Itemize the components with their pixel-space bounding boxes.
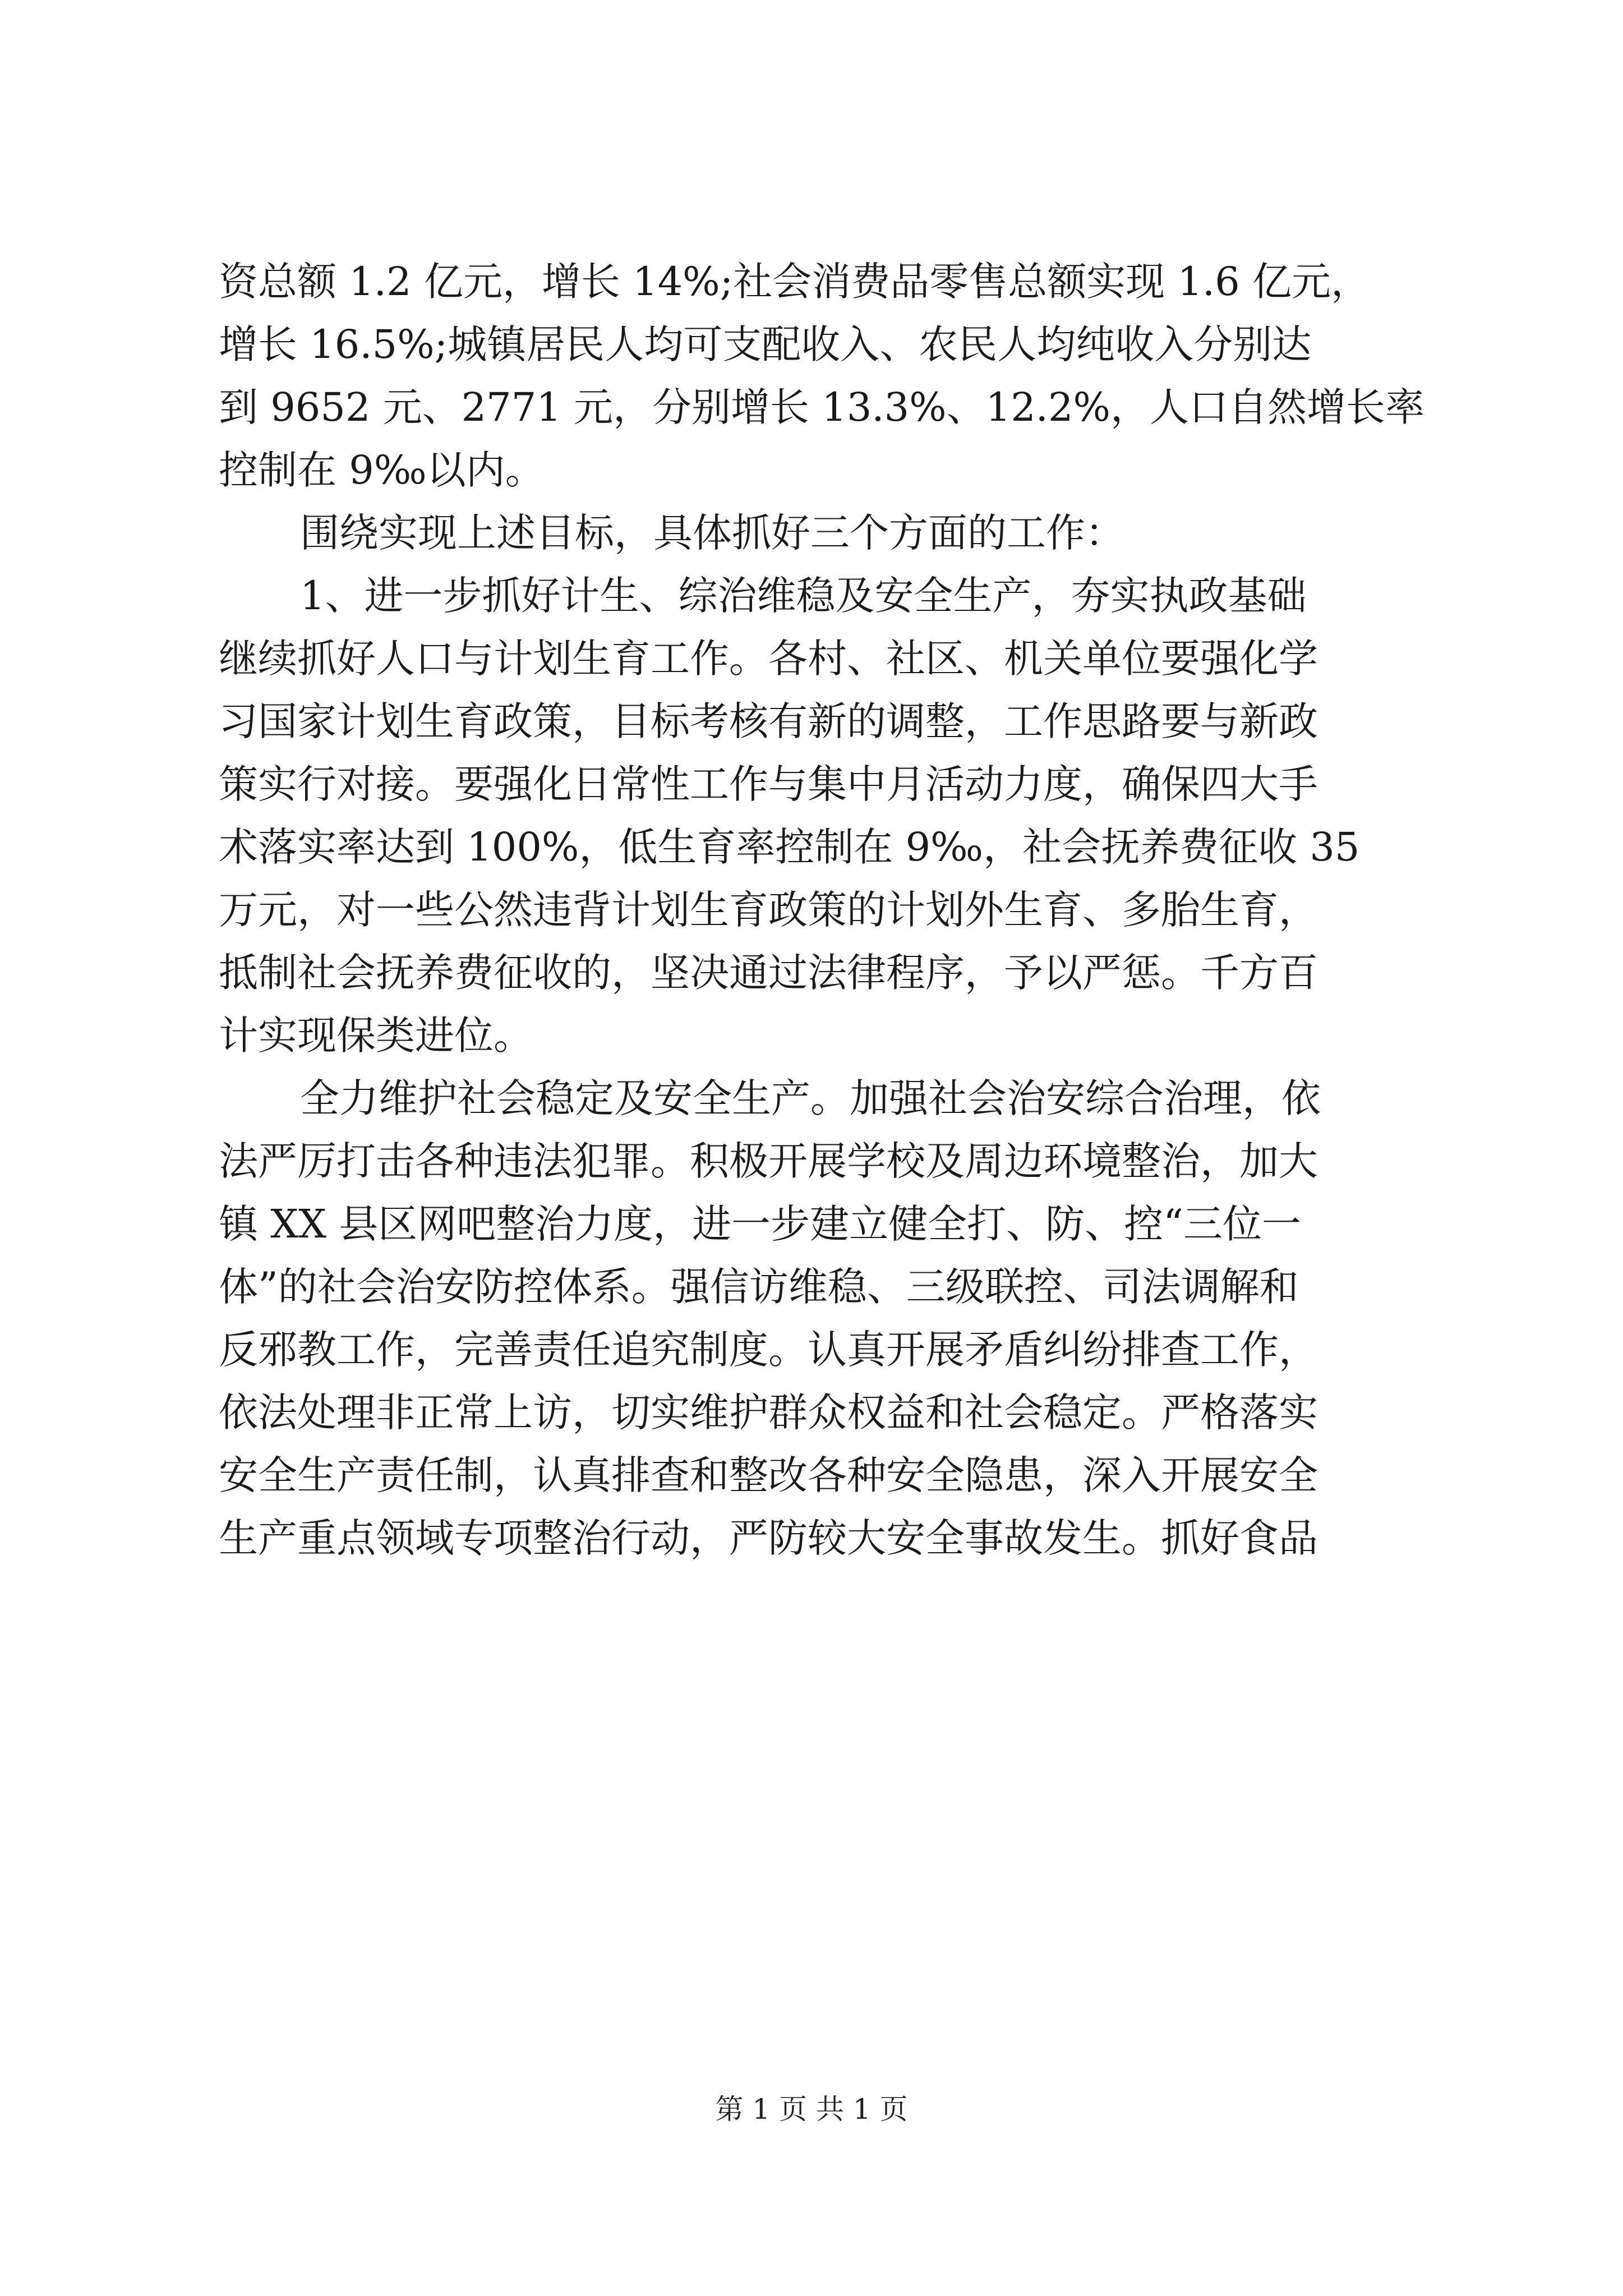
text-line: 术落实率达到 100%，低生育率控制在 9‰，社会抚养费征收 35 bbox=[219, 824, 1360, 870]
paragraph-first-line: 围绕实现上述目标，具体抓好三个方面的工作： bbox=[300, 510, 1124, 556]
text-line: 体”的社会治安防控体系。强信访维稳、三级联控、司法调解和 bbox=[219, 1264, 1299, 1310]
text-line: 资总额 1.2 亿元，增长 14%;社会消费品零售总额实现 1.6 亿元， bbox=[219, 259, 1371, 305]
text-line: 增长 16.5%;城镇居民人均可支配收入、农民人均纯收入分别达 bbox=[219, 321, 1312, 367]
text-line: 法严厉打击各种违法犯罪。积极开展学校及周边环境整治，加大 bbox=[219, 1138, 1318, 1184]
text-line: 万元，对一些公然违背计划生育政策的计划外生育、多胎生育， bbox=[219, 887, 1318, 933]
paragraph-first-line: 全力维护社会稳定及安全生产。加强社会治安综合治理，依 bbox=[300, 1075, 1321, 1121]
text-line: 反邪教工作，完善责任追究制度。认真开展矛盾纠纷排查工作， bbox=[219, 1327, 1318, 1373]
text-line: 控制在 9‰以内。 bbox=[219, 447, 545, 493]
text-line: 习国家计划生育政策，目标考核有新的调整，工作思路要与新政 bbox=[219, 698, 1318, 744]
text-line: 安全生产责任制，认真排查和整改各种安全隐患，深入开展安全 bbox=[219, 1452, 1318, 1498]
text-line: 策实行对接。要强化日常性工作与集中月活动力度，确保四大手 bbox=[219, 761, 1318, 807]
text-line: 继续抓好人口与计划生育工作。各村、社区、机关单位要强化学 bbox=[219, 636, 1318, 682]
text-line: 计实现保类进位。 bbox=[219, 1013, 533, 1059]
page-footer: 第 1 页 共 1 页 bbox=[715, 2093, 908, 2125]
text-line: 镇 XX 县区网吧整治力度，进一步建立健全打、防、控“三位一 bbox=[219, 1201, 1301, 1247]
paragraph-first-line: 1、进一步抓好计生、综治维稳及安全生产，夯实执政基础 bbox=[300, 573, 1307, 619]
text-line: 抵制社会抚养费征收的，坚决通过法律程序，予以严惩。千方百 bbox=[219, 950, 1318, 996]
text-line: 到 9652 元、2771 元，分别增长 13.3%、12.2%，人口自然增长率 bbox=[219, 384, 1425, 430]
text-line: 依法处理非正常上访，切实维护群众权益和社会稳定。严格落实 bbox=[219, 1389, 1318, 1435]
text-line: 生产重点领域专项整治行动，严防较大安全事故发生。抓好食品 bbox=[219, 1515, 1318, 1561]
